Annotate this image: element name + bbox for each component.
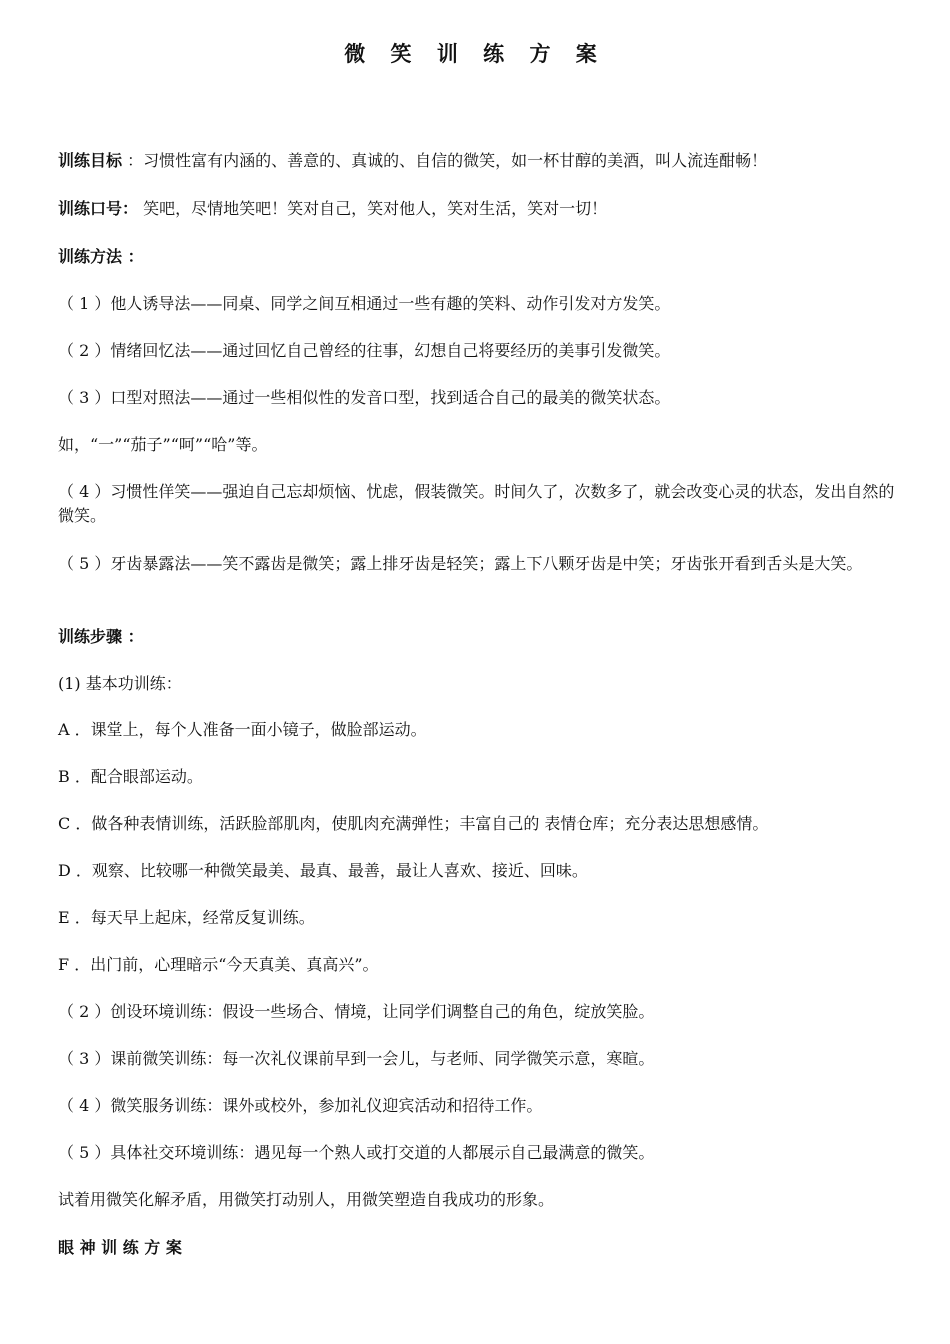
method-item: （ 4 ）习惯性佯笑——强迫自己忘却烦恼、忧虑，假装微笑。时间久了，次数多了，就会改变心灵的状态，发出自然的微笑。 xyxy=(58,482,895,525)
step-item: （ 4 ）微笑服务训练：课外或校外，参加礼仪迎宾活动和招待工作。 xyxy=(58,1096,543,1115)
goal-label: 训练目标 xyxy=(58,151,123,170)
page-title: 微 笑 训 练 方 案 xyxy=(344,42,606,66)
slogan-label: 训练口号： xyxy=(58,199,139,218)
step-item: （ 2 ）创设环境训练：假设一些场合、情境，让同学们调整自己的角色，绽放笑脸。 xyxy=(58,1002,655,1021)
slogan-line xyxy=(58,197,908,221)
step-item: （ 5 ）具体社交环境训练：遇见每一个熟人或打交道的人都展示自己最满意的微笑。 xyxy=(58,1143,655,1162)
method-example: 如，“一”“茄子”“呵”“哈”等。 xyxy=(58,435,268,454)
sub-step-item: B ．配合眼部运动。 xyxy=(58,767,203,786)
sub-step-item: C ．做各种表情训练，活跃脸部肌肉，使肌肉充满弹性；丰富自己的 表情仓库；充分表达思想感情。 xyxy=(58,814,769,833)
goal-text: ：习惯性富有内涵的、善意的、真诚的、自信的微笑，如一杯甘醇的美酒，叫人流连酣畅！ xyxy=(122,151,768,170)
next-section-heading: 眼 神 训 练 方 案 xyxy=(58,1238,182,1257)
closing-text: 试着用微笑化解矛盾，用微笑打动别人，用微笑塑造自我成功的形象。 xyxy=(58,1190,555,1209)
sub-step-item: A ．课堂上，每个人准备一面小镜子，做脸部运动。 xyxy=(58,720,427,739)
sub-step-item: F ．出门前，心理暗示“今天真美、真高兴”。 xyxy=(58,955,379,974)
method-item: （ 5 ）牙齿暴露法——笑不露齿是微笑；露上排牙齿是轻笑；露上下八颗牙齿是中笑；牙齿张开看到舌头是大笑。 xyxy=(58,554,863,573)
method-item: （ 2 ）情绪回忆法——通过回忆自己曾经的往事，幻想自己将要经历的美事引发微笑。 xyxy=(58,341,671,360)
method-item: （ 3 ）口型对照法——通过一些相似性的发音口型，找到适合自己的最美的微笑状态。 xyxy=(58,388,671,407)
sub-step-item: D ．观察、比较哪一种微笑最美、最真、最善，最让人喜欢、接近、回味。 xyxy=(58,861,588,880)
sub-step-item: E ．每天早上起床，经常反复训练。 xyxy=(58,908,315,927)
basic-training: (1) 基本功训练： xyxy=(58,674,182,693)
steps-heading: 训练步骤 ： xyxy=(58,627,144,646)
slogan-text: 笑吧，尽情地笑吧！笑对自己，笑对他人，笑对生活，笑对一切！ xyxy=(138,199,608,218)
method-item: （ 1 ）他人诱导法——同桌、同学之间互相通过一些有趣的笑料、动作引发对方发笑。 xyxy=(58,294,671,313)
step-item: （ 3 ）课前微笑训练：每一次礼仪课前早到一会儿，与老师、同学微笑示意，寒暄。 xyxy=(58,1049,655,1068)
goal-line xyxy=(58,149,908,173)
methods-heading: 训练方法 ： xyxy=(58,247,144,266)
